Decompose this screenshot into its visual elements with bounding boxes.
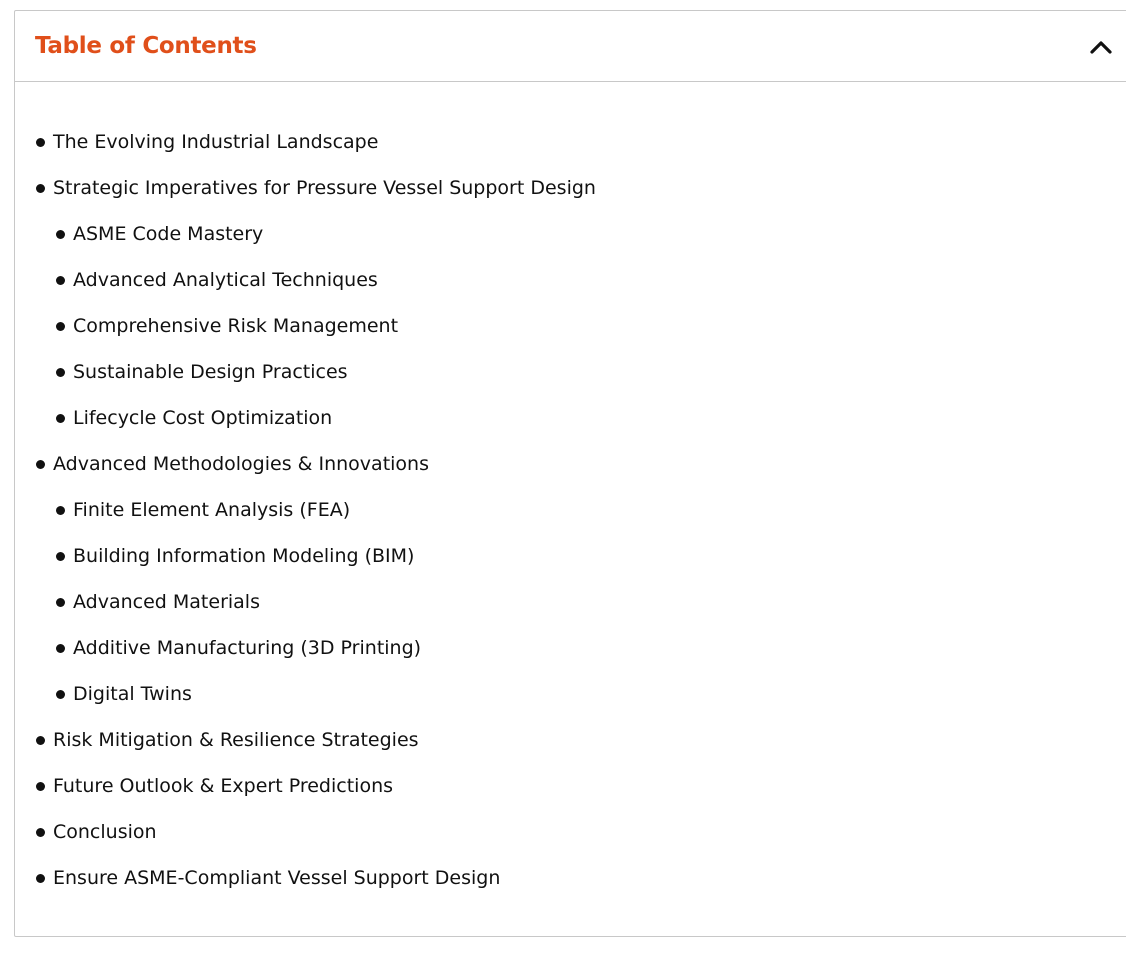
- toc-subitem: [15, 538, 596, 584]
- toc-link[interactable]: Future Outlook & Expert Predictions: [53, 775, 394, 797]
- toc-subitem: [15, 492, 596, 538]
- toc-subitem: [15, 584, 596, 630]
- toc-header[interactable]: [15, 11, 1126, 82]
- toc-link[interactable]: The Evolving Industrial Landscape: [53, 131, 379, 153]
- bullet-icon: [56, 644, 65, 653]
- bullet-icon: [36, 874, 45, 883]
- toc-subitem: [15, 630, 596, 676]
- toc-subitem: [15, 354, 596, 400]
- toc-subitem: [15, 308, 596, 354]
- toc-link[interactable]: Building Information Modeling (BIM): [73, 545, 415, 567]
- bullet-icon: [56, 276, 65, 285]
- toc-link[interactable]: Advanced Analytical Techniques: [73, 269, 378, 291]
- bullet-icon: [56, 322, 65, 331]
- toc-item: [15, 814, 596, 860]
- toc-link[interactable]: Finite Element Analysis (FEA): [73, 499, 351, 521]
- toc-link[interactable]: Conclusion: [53, 821, 157, 843]
- toc-subitem: [15, 216, 596, 262]
- bullet-icon: [36, 782, 45, 791]
- toc-link[interactable]: Lifecycle Cost Optimization: [73, 407, 333, 429]
- bullet-icon: [36, 184, 45, 193]
- toc-list: [15, 124, 596, 906]
- toc-item: [15, 768, 596, 814]
- toc-link[interactable]: Advanced Methodologies & Innovations: [53, 453, 429, 475]
- toc-link[interactable]: ASME Code Mastery: [73, 223, 264, 245]
- bullet-icon: [56, 230, 65, 239]
- bullet-icon: [36, 736, 45, 745]
- bullet-icon: [36, 460, 45, 469]
- table-of-contents: [14, 10, 1126, 937]
- toc-subitem: [15, 676, 596, 722]
- toc-link[interactable]: Strategic Imperatives for Pressure Vessel Support Design: [53, 177, 596, 199]
- bullet-icon: [56, 368, 65, 377]
- toc-link[interactable]: Comprehensive Risk Management: [73, 315, 399, 337]
- toc-link[interactable]: Digital Twins: [73, 683, 192, 705]
- toc-link[interactable]: Advanced Materials: [73, 591, 260, 613]
- toc-link[interactable]: Sustainable Design Practices: [73, 361, 348, 383]
- toc-link[interactable]: Ensure ASME-Compliant Vessel Support Design: [53, 867, 501, 889]
- toc-item: [15, 446, 596, 492]
- chevron-up-icon[interactable]: [1087, 33, 1115, 61]
- bullet-icon: [56, 598, 65, 607]
- toc-link[interactable]: Additive Manufacturing (3D Printing): [73, 637, 422, 659]
- bullet-icon: [56, 414, 65, 423]
- toc-item: [15, 170, 596, 216]
- bullet-icon: [56, 506, 65, 515]
- toc-title: Table of Contents: [35, 33, 257, 59]
- toc-item: [15, 722, 596, 768]
- toc-item: [15, 124, 596, 170]
- toc-item: [15, 860, 596, 906]
- toc-subitem: [15, 400, 596, 446]
- bullet-icon: [36, 138, 45, 147]
- toc-subitem: [15, 262, 596, 308]
- toc-link[interactable]: Risk Mitigation & Resilience Strategies: [53, 729, 419, 751]
- bullet-icon: [56, 552, 65, 561]
- bullet-icon: [56, 690, 65, 699]
- bullet-icon: [36, 828, 45, 837]
